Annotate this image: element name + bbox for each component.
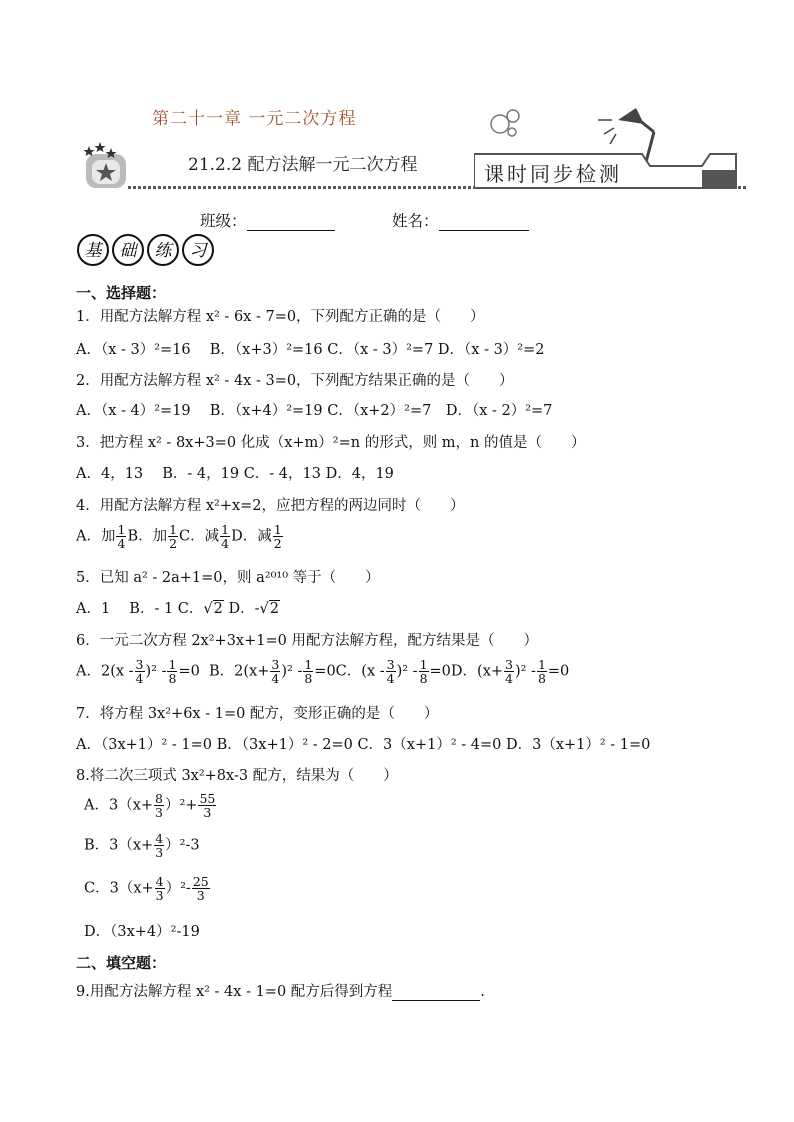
q2-options: A．（x - 4）²=19 B．（x+4）²=19 C．（x+2）²=7 D．（x - 2）²=7 (76, 403, 553, 419)
q4-stem: 4．用配方法解方程 x²+x=2，应把方程的两边同时（ ） (76, 498, 465, 514)
q4-option-a: A．加 (76, 528, 116, 545)
q3-stem: 3．把方程 x² - 8x+3=0 化成（x+m）²=n 的形式，则 m，n 的值是（ ） (76, 435, 586, 451)
q6-options: A．2(x - $\frac{3}{4}$ )² - $\frac{1}{8}$ =0 B．2(x+ $\frac{3}{4}$ )² - $\frac{1}{8}$ =0C．(x - $\frac{3}{4}$ )² - $\frac{1}{8}$ =0D．(x+ $\frac{3}{4}$ )² - $\frac{1}{8}$ =0 (76, 657, 570, 687)
q3-options: A．4，13 B．- 4，19 C．- 4，13 D．4，19 (76, 466, 394, 482)
q8-option-d: D．（3x+4）²-19 (84, 924, 200, 940)
q9-answer-blank[interactable] (392, 984, 480, 1001)
class-label: 班级： (200, 212, 247, 230)
svg-text:练: 练 (154, 241, 172, 261)
q1-options: A．（x - 3）²=16 B．（x+3）²=16 C．（x - 3）²=7 D．（x - 3）²=2 (76, 342, 545, 358)
q8-option-b: B．3（x+ $\frac{4}{3}$ ）²-3 (84, 831, 200, 861)
q8-option-a: A．3（x+ $\frac{8}{3}$ ）²+ $\frac{55}{3}$ (84, 791, 216, 821)
q1-stem: 1．用配方法解方程 x² - 6x - 7=0，下列配方正确的是（ ） (76, 309, 485, 325)
q8-option-c: C．3（x+ $\frac{4}{3}$ ）²- $\frac{25}{3}$ (84, 874, 209, 904)
q7-stem: 7．将方程 3x²+6x - 1=0 配方，变形正确的是（ ） (76, 706, 439, 722)
star-logo-icon (80, 140, 132, 192)
q5-options: A．1 B．- 1 C．√2 D．-√2 (76, 601, 280, 617)
section-choice-heading: 一、选择题： (76, 284, 167, 302)
q8-stem: 8.将二次三项式 3x²+8x-3 配方，结果为（ ） (76, 768, 398, 784)
q4-option-b: B．加 (127, 528, 168, 545)
svg-text:基: 基 (84, 241, 102, 261)
section-fill-heading: 二、填空题： (76, 954, 167, 972)
q9-stem: 9.用配方法解方程 x² - 4x - 1=0 配方后得到方程 . (76, 984, 485, 1000)
q6-stem: 6．一元二次方程 2x²+3x+1=0 用配方法解方程，配方结果是（ ） (76, 633, 538, 649)
q4-options: A．加 $\frac{1}{4}$ B．加 $\frac{1}{2}$ C．减 $\frac{1}{4}$ D．减 $\frac{1}{2}$ (76, 522, 282, 552)
chapter-title: 第二十一章 一元二次方程 (152, 109, 357, 129)
q4-option-c: C．减 (179, 528, 220, 545)
name-field (392, 209, 529, 231)
name-label: 姓名： (392, 212, 439, 230)
practice-seal (76, 233, 218, 267)
svg-text:习: 习 (189, 241, 207, 261)
q5-stem: 5．已知 a² - 2a+1=0，则 a²⁰¹⁰ 等于（ ） (76, 570, 380, 586)
svg-text:础: 础 (119, 241, 137, 261)
badge-label: 课时同步检测 (484, 162, 622, 186)
class-field (200, 209, 335, 231)
name-blank[interactable] (439, 214, 529, 231)
section-title: 21.2.2 配方法解一元二次方程 (188, 155, 418, 175)
q7-options: A．（3x+1）² - 1=0 B．（3x+1）² - 2=0 C．3（x+1）² - 4=0 D．3（x+1）² - 1=0 (76, 737, 651, 753)
class-blank[interactable] (247, 214, 335, 231)
q2-stem: 2．用配方法解方程 x² - 4x - 3=0，下列配方结果正确的是（ ） (76, 373, 514, 389)
q4-option-d: D．减 (231, 528, 272, 545)
